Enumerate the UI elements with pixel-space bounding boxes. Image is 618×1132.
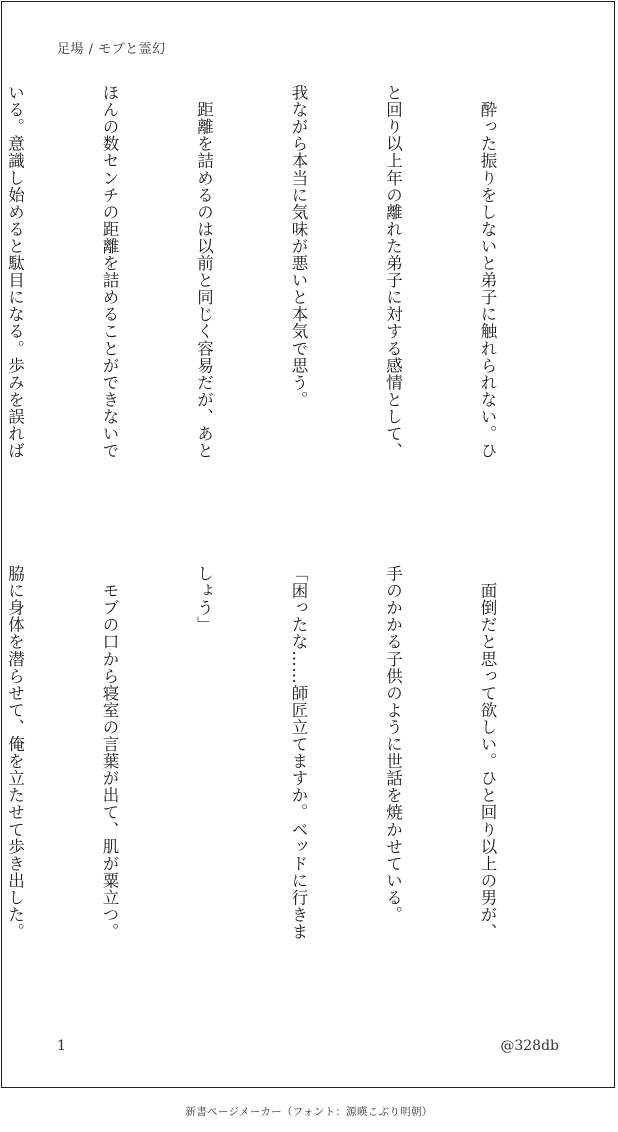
text-block-bottom (0, 565, 566, 1025)
text-line: いる。意識し始めると駄目になる。歩みを誤れば (5, 84, 25, 460)
text-line: しょう」 (194, 565, 214, 634)
text-line: モブの口から寝室の言葉が出て、肌が粟立つ。 (100, 565, 119, 941)
generator-credit: 新書ページメーカー（フォント：源暎こぶり明朝） (185, 1106, 433, 1118)
text-line: 距離を詰めるのは以前と同じく容易だが、あと (194, 84, 214, 460)
page-header-title: 足場 / モブと霊幻 (57, 42, 166, 57)
text-line: 我ながら本当に気味が悪いと本気で思う。 (289, 84, 308, 408)
text-line: ほんの数センチの距離を詰めることができないで (100, 84, 119, 460)
text-line: 手のかかる子供のように世話を焼かせている。 (383, 565, 403, 924)
text-line: 酔った振りをしないと弟子に触れられない。ひ (478, 84, 497, 460)
text-line: 「困ったな……師匠立てますか。ベッドに行きま (289, 565, 308, 941)
page-frame (1, 1, 615, 1088)
text-line: 脇に身体を潜らせて、俺を立たせて歩き出した。 (5, 565, 25, 941)
page-number: 1 (57, 1038, 66, 1054)
text-line: と回り以上年の離れた弟子に対する感情として、 (383, 84, 403, 460)
author-handle: @328db (500, 1038, 559, 1054)
text-line: 面倒だと思って欲しい。ひと回り以上の男が、 (478, 565, 497, 941)
text-block-top (0, 84, 566, 544)
